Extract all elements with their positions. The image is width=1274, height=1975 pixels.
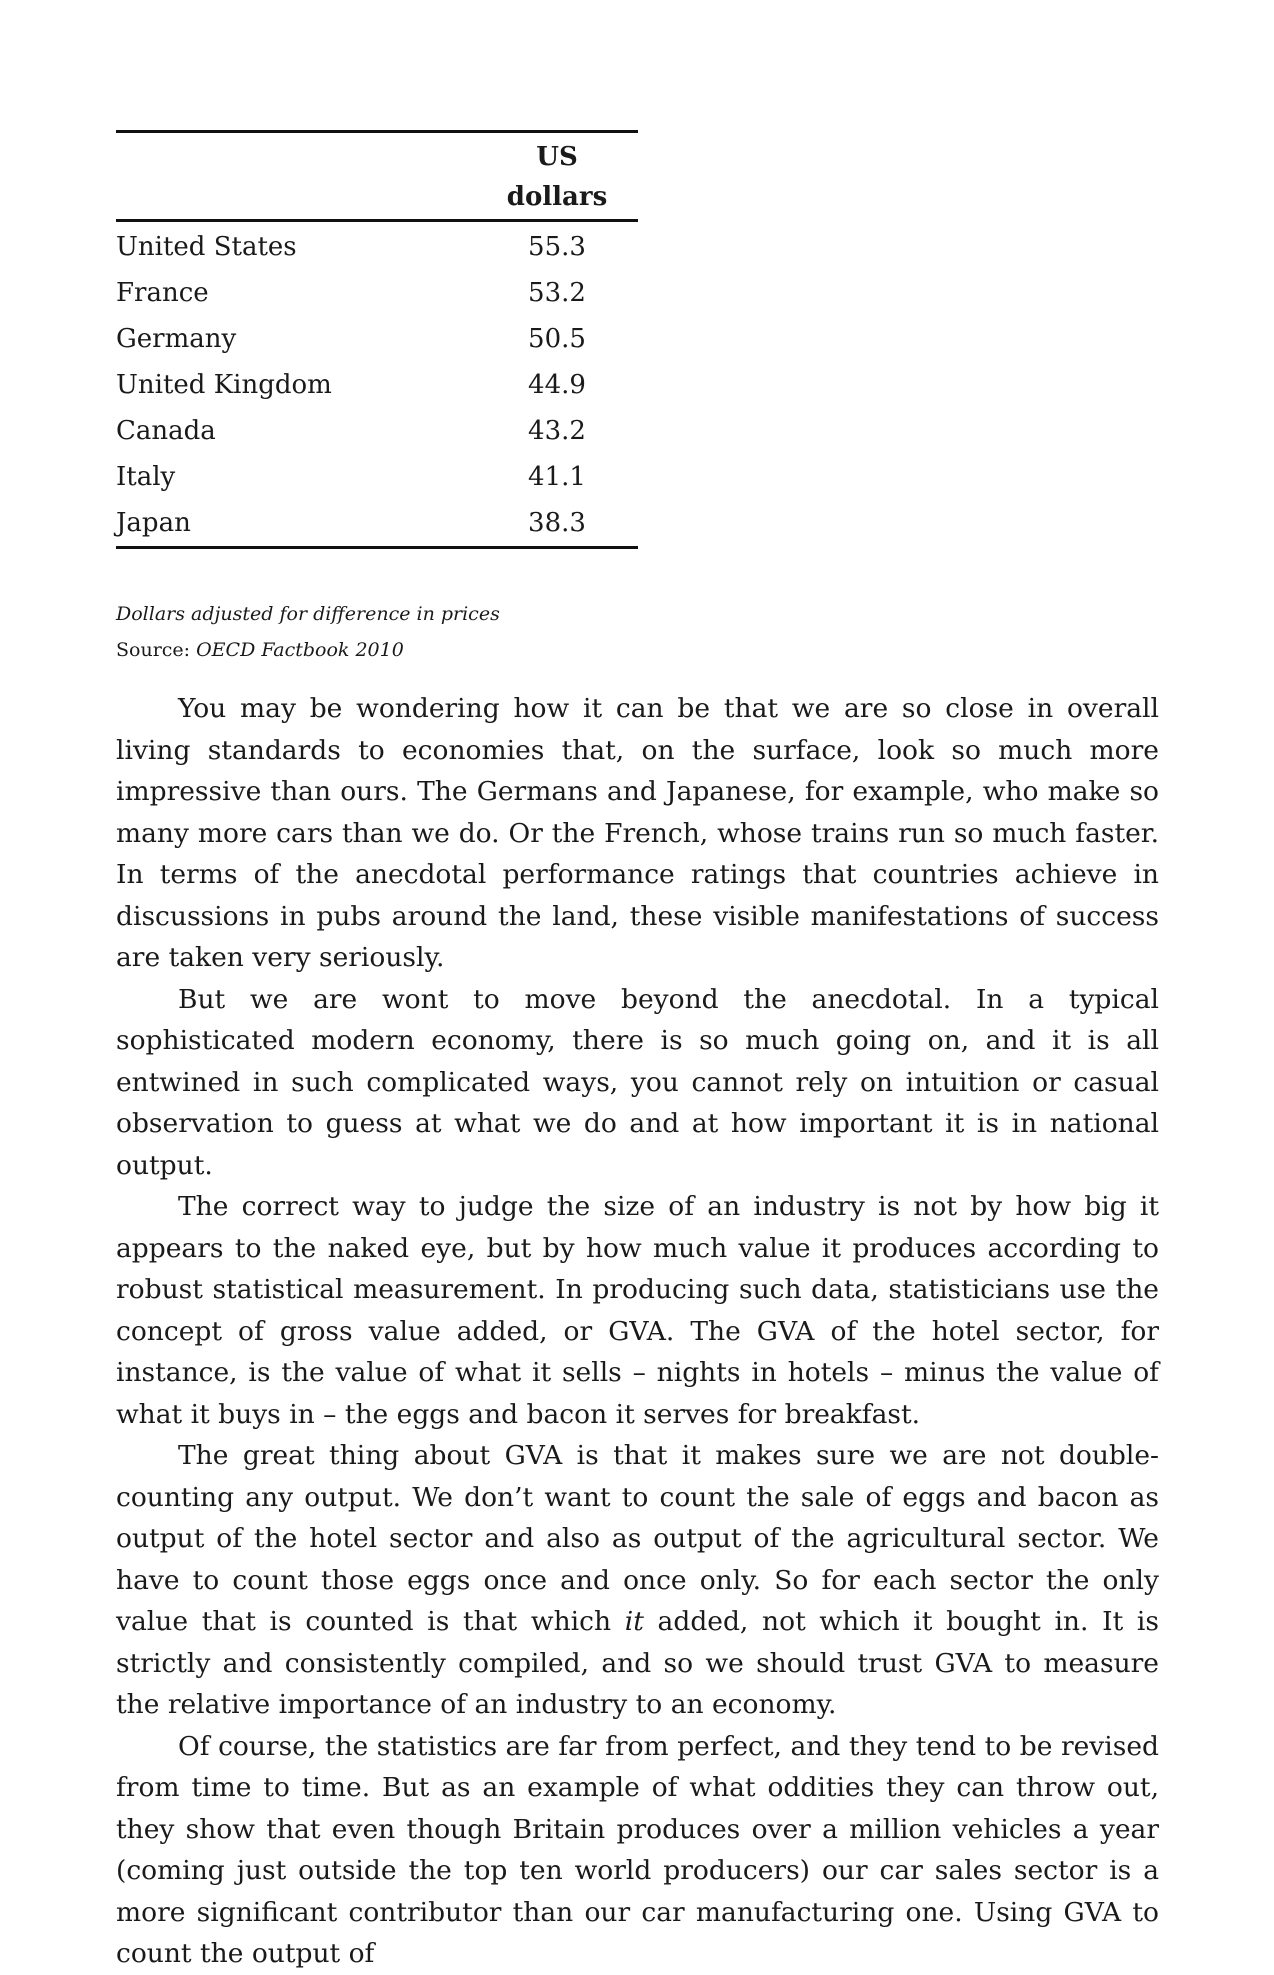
paragraph: You may be wondering how it can be that we are so close in overall living standards to economies that, on the surface, look so much more impressive than ours. The Germans and Japanese, for example, who make so many more cars than we do. Or the French, whose trains run so much faster. In terms of the anecdotal performance ratings that countries achieve in discussions in pubs around the land, these visible manifestations of success are taken very seriously. [116,693,1159,973]
country-cell: Germany [116,324,237,354]
table-header-row [116,132,638,221]
paragraph-part: added, not which it bought in. It is strictly and consistently compiled, and so we should trust GVA to measure the relative importance of an industry to an economy. [116,1606,1159,1720]
paragraph-part: The great thing about GVA is that it makes sure we are not double-counting any output. We don’t want to count the sale of eggs and bacon as output of the hotel sector and also as output of the agricultural sector. We have to count those eggs once and once only. So for each sector the only value that is counted is that which [116,1440,1159,1637]
country-cell: United States [116,232,297,262]
country-cell: Italy [116,462,176,492]
header-us-dollars [476,132,638,221]
paragraph [116,1435,1159,1726]
value-cell: 53.2 [528,278,586,308]
country-cell: France [116,278,209,308]
value-cell: 44.9 [528,370,586,400]
country-cell: United Kingdom [116,370,332,400]
table-row [116,221,638,271]
value-cell: 43.2 [528,416,586,446]
country-cell: Japan [116,500,476,548]
source-title: OECD Factbook 2010 [196,639,404,661]
value-cell: 41.1 [528,462,586,492]
table-row [116,316,638,362]
table-row [116,500,638,548]
header-dollars: dollars [506,182,608,212]
country-cell: Canada [116,416,216,446]
value-cell: 50.5 [528,324,586,354]
value-cell: 55.3 [528,232,586,262]
emphasis-it: it [624,1606,644,1637]
table-row [116,270,638,316]
paragraph: But we are wont to move beyond the anecdotal. In a typical sophisticated modern economy, there is so much going on, and it is all entwined in such complicated ways, you cannot rely on intuition or casual observation to guess at what we do and at how important it is in national output. [116,983,1159,1181]
table-notes [116,596,500,668]
value-cell: 38.3 [476,500,638,548]
table-row [116,454,638,500]
data-table [116,130,638,549]
source-label: Source: [116,639,197,661]
header-country [116,132,476,221]
header-us: US [536,142,578,172]
table-row [116,362,638,408]
source-note [116,632,500,668]
table-row [116,408,638,454]
paragraph: The correct way to judge the size of an industry is not by how big it appears to the naked eye, but by how much value it produces according to robust statistical measurement. In producing such data, statisticians use the concept of gross value added, or GVA. The GVA of the hotel sector, for instance, is the value of what it sells – nights in hotels – minus the value of what it buys in – the eggs and bacon it serves for breakfast. [116,1191,1159,1430]
adjustment-note: Dollars adjusted for difference in prices [116,603,500,625]
body-text [116,688,1159,1975]
paragraph: Of course, the statistics are far from perfect, and they tend to be revised from time to time. But as an example of what oddities they can throw out, they show that even though Britain produces over a million vehicles a year (coming just outside the top ten world producers) our car sales sector is a more significant contributor than our car manufacturing one. Using GVA to count the output of [116,1730,1159,1969]
